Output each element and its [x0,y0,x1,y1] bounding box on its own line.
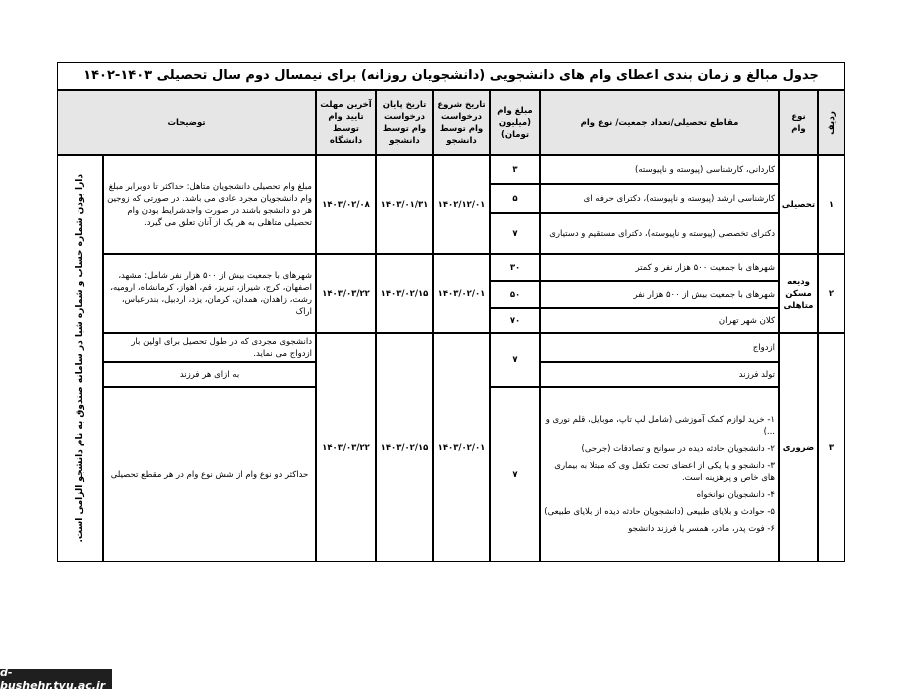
row2-amount-3: ۷۰ [490,308,540,333]
row2-end: ۱۴۰۳/۰۲/۱۵ [376,254,433,333]
side-note: دارا بودن شماره حساب و شماره شبا در سامانه صندوق به نام دانشجو الزامی است. [57,155,103,562]
row2-item-3: کلان شهر تهران [540,308,779,333]
row1-amount-3: ۷ [490,213,540,254]
row1-start: ۱۴۰۲/۱۲/۰۱ [433,155,490,254]
header-loan-type: نوع وام [779,90,818,155]
row3-list-item-6: ۶- فوت پدر، مادر، همسر یا فرزند دانشجو [628,524,775,534]
row3-marriage: ازدواج [540,333,779,362]
row1-item-1: کاردانی، کارشناسی (پیوسته و ناپیوسته) [540,155,779,184]
row1-item-3: دکترای تخصصی (پیوسته و ناپیوسته)، دکترای مستقیم و دستیاری [540,213,779,254]
row1-type: تحصیلی [779,155,818,254]
row3-list-item-3: ۳- دانشجو و یا یکی از اعضای تحت تکفل وی که مبتلا به بیماری های خاص و پرهزینه است. [554,461,775,483]
row2-no: ۲ [818,254,845,333]
row3-list-item-4: ۴- دانشجویان نوانخواه [696,490,775,500]
row2-amount-2: ۵۰ [490,281,540,308]
header-start-date: تاریخ شروع درخواست وام توسط دانشجو [433,90,490,155]
row3-amount-b: ۷ [490,387,540,562]
row2-start: ۱۴۰۳/۰۲/۰۱ [433,254,490,333]
row2-type: ودیعه مسکن متاهلی [779,254,818,333]
row3-start: ۱۴۰۳/۰۲/۰۱ [433,333,490,562]
row2-item-1: شهرهای با جمعیت ۵۰۰ هزار نفر و کمتر [540,254,779,281]
page-title: جدول مبالغ و زمان بندی اعطای وام های دانشجویی (دانشجویان روزانه) برای نیمسال دوم سال تحصیلی ۱۴۰۳-۱۴۰۲ [57,62,845,90]
row1-amount-2: ۵ [490,184,540,213]
row3-amount-a: ۷ [490,333,540,387]
row3-deadline: ۱۴۰۳/۰۳/۲۲ [316,333,376,562]
row2-amount-1: ۳۰ [490,254,540,281]
row2-item-2: شهرهای با جمعیت بیش از ۵۰۰ هزار نفر [540,281,779,308]
row3-note-other: حداکثر دو نوع وام از شش نوع وام در هر مقطع تحصیلی [103,387,316,562]
row1-deadline: ۱۴۰۳/۰۲/۰۸ [316,155,376,254]
row3-birth: تولد فرزند [540,362,779,387]
row3-list [540,387,779,562]
row1-amount-1: ۳ [490,155,540,184]
row3-no: ۳ [818,333,845,562]
row3-list-item-1: ۱- خرید لوازم کمک آموزشی (شامل لپ تاپ، موبایل، قلم نوری و ...) [545,415,775,437]
row3-note-marriage: دانشجوی مجردی که در طول تحصیل برای اولین بار ازدواج می نماید. [103,333,316,362]
row3-list-item-5: ۵- حوادث و بلایای طبیعی (دانشجویان حادثه دیده از بلایای طبیعی) [544,507,775,517]
header-level: مقاطع تحصیلی/تعداد جمعیت/ نوع وام [540,90,779,155]
row1-note: مبلغ وام تحصیلی دانشجویان متاهل: حداکثر تا دوبرابر مبلغ وام دانشجویان مجرد عادی می باشد. در صورتی که زوجین هر دو دانشجو باشند در صورت واجدشرایط بودن وام تحصیلی متاهلی به هر یک از آنان تعلق می گیرد. [103,155,316,254]
row3-list-item-2: ۲- دانشجویان حادثه دیده در سوانح و تصادفات (جرحی) [581,444,775,454]
header-notes: توضیحات [57,90,316,155]
header-amount: مبلغ وام (میلیون تومان) [490,90,540,155]
row1-end: ۱۴۰۳/۰۱/۳۱ [376,155,433,254]
header-end-date: تاریخ پایان درخواست وام توسط دانشجو [376,90,433,155]
row2-deadline: ۱۴۰۳/۰۳/۲۲ [316,254,376,333]
footer-url-badge[interactable]: d-bushehr.tvu.ac.ir [0,669,112,689]
row1-item-2: کارشناسی ارشد (پیوسته و ناپیوسته)، دکترای حرفه ای [540,184,779,213]
row3-note-birth: به ازای هر فرزند [103,362,316,387]
row1-no: ۱ [818,155,845,254]
row3-type: ضروری [779,333,818,562]
header-row-no: ردیف [818,90,845,155]
row3-end: ۱۴۰۳/۰۲/۱۵ [376,333,433,562]
header-deadline: آخرین مهلت تایید وام توسط دانشگاه [316,90,376,155]
row2-note: شهرهای با جمعیت بیش از ۵۰۰ هزار نفر شامل: مشهد، اصفهان، کرج، شیراز، تبریز، قم، اهواز، کرمانشاه، ارومیه، رشت، زاهدان، همدان، کرمان، یزد، اردبیل، بندرعباس، اراک [103,254,316,333]
